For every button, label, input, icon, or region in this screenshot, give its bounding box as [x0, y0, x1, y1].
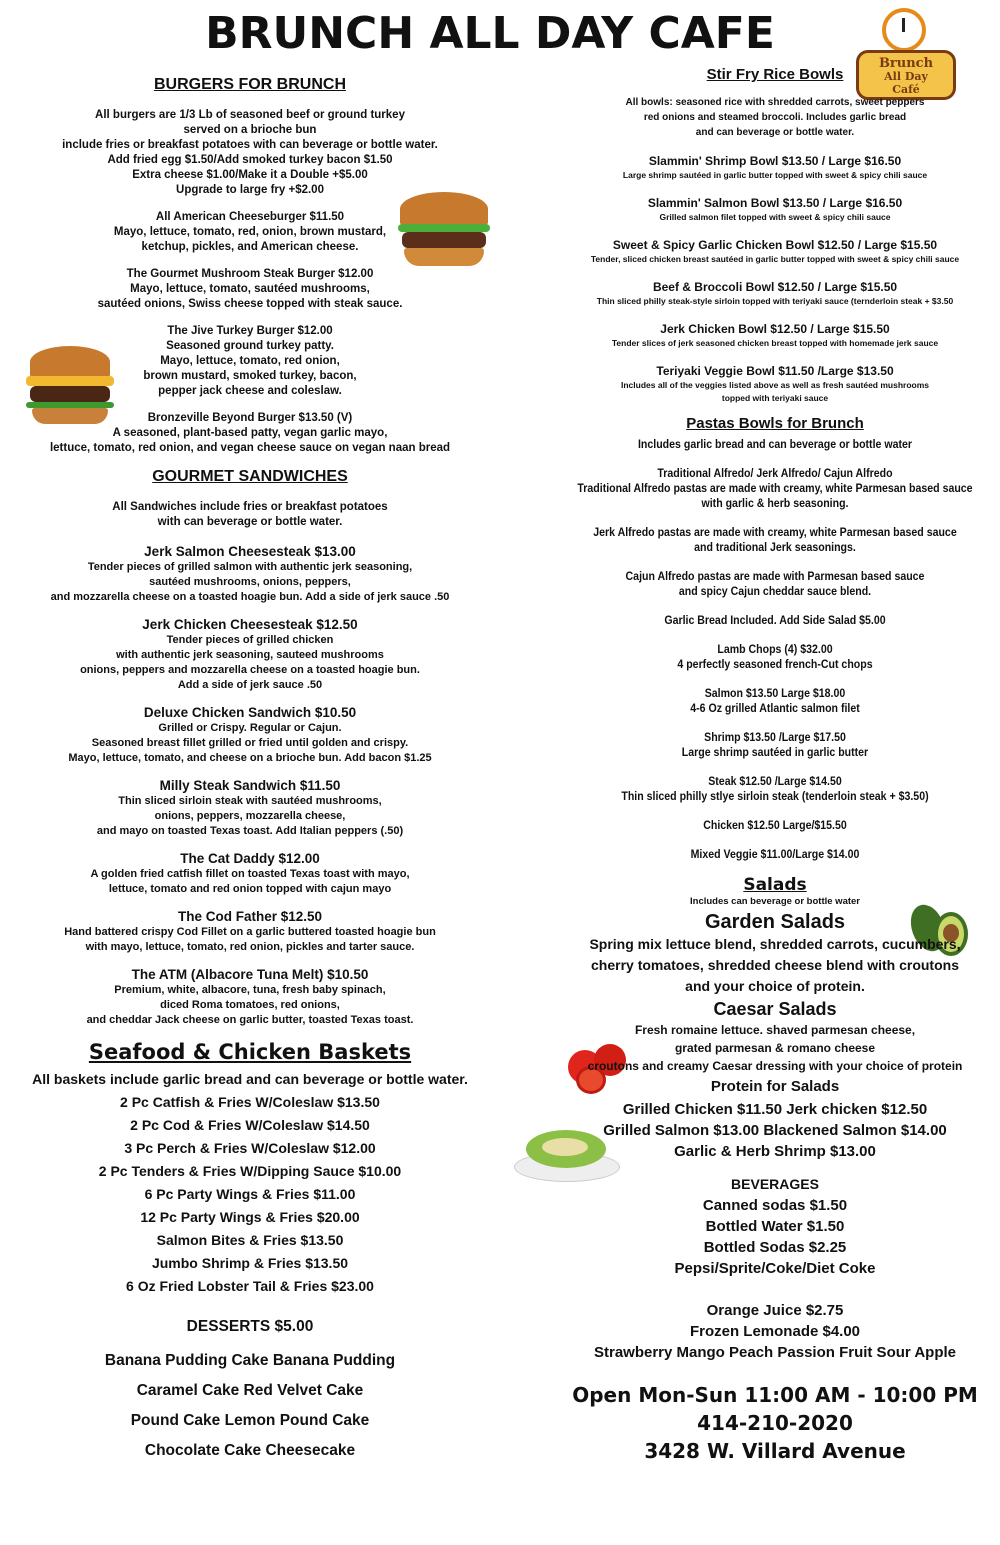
basket-list	[20, 1091, 480, 1298]
desserts-heading: DESSERTS $5.00	[186, 1318, 314, 1335]
beverage-list	[560, 1195, 990, 1363]
logo-line2: All Day	[884, 70, 928, 83]
right-column	[560, 66, 990, 1465]
sandwich-list	[20, 544, 480, 1028]
pasta-item: Mixed Veggie $11.00/Large $14.00	[690, 849, 860, 861]
bowl-desc: Tender, sliced chicken breast sautéed in garlic butter topped with sweet & spicy chili sauce	[590, 254, 960, 264]
bowl-name: Jerk Chicken Bowl $12.50 / Large $15.50	[660, 322, 890, 336]
sandwich-name: The ATM (Albacore Tuna Melt) $10.50	[131, 967, 369, 982]
dessert-item: Banana Pudding Cake Banana Pudding	[104, 1352, 396, 1369]
dessert-item: Caramel Cake Red Velvet Cake	[136, 1382, 364, 1399]
basket-item: 12 Pc Party Wings & Fries $20.00	[140, 1209, 360, 1225]
beverage-item: Pepsi/Sprite/Coke/Diet Coke	[674, 1260, 876, 1277]
garden-salads-desc: Spring mix lettuce blend, shredded carrots, cucumbers, cherry tomatoes, shredded cheese blend with croutons and your choice of protein.	[589, 936, 961, 994]
burger-item: All American Cheeseburger $11.50 Mayo, lettuce, tomato, red, onion, brown mustard, ketchup, pickles, and American cheese.	[113, 211, 387, 253]
sandwich-name: The Cat Daddy $12.00	[180, 851, 320, 866]
pasta-item: Chicken $12.50 Large/$15.50	[703, 820, 847, 832]
protein-title: Protein for Salads	[710, 1078, 840, 1095]
baskets-heading: Seafood & Chicken Baskets	[88, 1040, 412, 1064]
beverage-item: Bottled Sodas $2.25	[703, 1239, 847, 1256]
sandwich-name: Milly Steak Sandwich $11.50	[159, 778, 341, 793]
beverage-item	[560, 1279, 990, 1300]
beverages-heading: BEVERAGES	[731, 1176, 819, 1192]
sandwich-desc: Premium, white, albacore, tuna, fresh baby spinach, diced Roma tomatoes, red onions, and cheddar Jack cheese on garlic butter, toasted Texas toast.	[86, 984, 414, 1026]
basket-item: 3 Pc Perch & Fries W/Coleslaw $12.00	[124, 1140, 376, 1156]
pastas-heading: Pastas Bowls for Brunch	[686, 415, 864, 432]
sandwich-desc: Tender pieces of grilled chicken with authentic jerk seasoning, sauteed mushrooms onions, peppers and mozzarella cheese on a toasted hoagie bun. Add a side of jerk sauce .50	[80, 634, 420, 691]
basket-item: 6 Pc Party Wings & Fries $11.00	[144, 1186, 356, 1202]
bowl-desc: Grilled salmon filet topped with sweet & spicy chili sauce	[659, 212, 891, 222]
bowl-name: Beef & Broccoli Bowl $12.50 / Large $15.50	[652, 280, 898, 294]
protein-item: Grilled Chicken $11.50 Jerk chicken $12.50	[622, 1101, 928, 1118]
left-column	[20, 70, 480, 1466]
basket-item: 2 Pc Cod & Fries W/Coleslaw $14.50	[130, 1117, 370, 1133]
beverage-item: Canned sodas $1.50	[702, 1197, 848, 1214]
dessert-item: Pound Cake Lemon Pound Cake	[130, 1412, 370, 1429]
dessert-list	[20, 1346, 480, 1466]
phone-text: 414-210-2020	[697, 1411, 853, 1435]
pasta-item: Shrimp $13.50 /Large $17.50 Large shrimp sautéed in garlic butter	[681, 732, 869, 759]
basket-item: Salmon Bites & Fries $13.50	[156, 1232, 344, 1248]
caesar-salads-title: Caesar Salads	[713, 999, 837, 1019]
salads-intro: Includes can beverage or bottle water	[690, 896, 860, 907]
pasta-item: Steak $12.50 /Large $14.50 Thin sliced philly stlye sirloin steak (tenderloin steak + $3.50)	[621, 776, 929, 803]
bowl-desc: Large shrimp sautéed in garlic butter topped with sweet & spicy chili sauce	[622, 170, 928, 180]
logo-line1: Brunch	[878, 56, 934, 71]
sandwiches-heading: GOURMET SANDWICHES	[152, 468, 348, 485]
caesar-salads-desc: Fresh romaine lettuce. shaved parmesan cheese, grated parmesan & romano cheese croutons and creamy Caesar dressing with your choice of protein	[587, 1023, 963, 1073]
sandwich-desc: Thin sliced sirloin steak with sautéed mushrooms, onions, peppers, mozzarella cheese, and mayo on toasted Texas toast. Add Italian peppers (.50)	[96, 795, 404, 837]
page-title: BRUNCH ALL DAY CAFE	[205, 8, 775, 59]
basket-item: 2 Pc Catfish & Fries W/Coleslaw $13.50	[120, 1094, 380, 1110]
garden-salads-title: Garden Salads	[704, 911, 846, 933]
protein-item: Garlic & Herb Shrimp $13.00	[674, 1143, 876, 1160]
beverage-item: Frozen Lemonade $4.00	[689, 1323, 861, 1340]
pasta-item: Traditional Alfredo/ Jerk Alfredo/ Cajun Alfredo Traditional Alfredo pastas are made with creamy, white Parmesan based sauce with garlic & herb seasoning.	[577, 468, 973, 510]
baskets-intro: All baskets include garlic bread and can beverage or bottle water.	[32, 1071, 468, 1087]
basket-item: 6 Oz Fried Lobster Tail & Fries $23.00	[126, 1278, 374, 1294]
pasta-item: Jerk Alfredo pastas are made with creamy, white Parmesan based sauce and traditional Jerk seasonings.	[593, 527, 957, 554]
beverage-item: Orange Juice $2.75	[706, 1302, 844, 1319]
bowl-name: Sweet & Spicy Garlic Chicken Bowl $12.50 / Large $15.50	[612, 238, 938, 252]
burgers-intro: All burgers are 1/3 Lb of seasoned beef or ground turkey served on a brioche bun include fries or breakfast potatoes with can beverage or bottle water. Add fried egg $1.50/Add smoked turkey bacon $1.50 Extra cheese $1.00/Make it a Double +$5.00 Upgrade to large fry +$2.00	[62, 109, 438, 196]
basket-item: Jumbo Shrimp & Fries $13.50	[151, 1255, 349, 1271]
sandwich-name: Jerk Chicken Cheesesteak $12.50	[142, 617, 358, 632]
bowl-desc: Includes all of the veggies listed above as well as fresh sautéed mushrooms topped with teriyaki sauce	[621, 380, 929, 403]
beverage-item: Bottled Water $1.50	[705, 1218, 845, 1235]
sandwich-desc: Grilled or Crispy. Regular or Cajun. Seasoned breast fillet grilled or fried until golden and crispy. Mayo, lettuce, tomato, and cheese on a brioche bun. Add bacon $1.25	[68, 722, 432, 764]
bowls-heading: Stir Fry Rice Bowls	[706, 66, 844, 83]
salads-heading: Salads	[743, 875, 807, 895]
bowl-list	[560, 154, 990, 405]
sandwiches-intro: All Sandwiches include fries or breakfast potatoes with can beverage or bottle water.	[112, 501, 388, 528]
basket-item: 2 Pc Tenders & Fries W/Dipping Sauce $10.00	[98, 1163, 402, 1179]
pasta-item: Includes garlic bread and can beverage or bottle water	[637, 439, 912, 451]
address-text: 3428 W. Villard Avenue	[644, 1439, 906, 1463]
pasta-item: Cajun Alfredo pastas are made with Parmesan based sauce and spicy Cajun cheddar sauce blend.	[625, 571, 925, 598]
pasta-item: Lamb Chops (4) $32.00 4 perfectly seasoned french-Cut chops	[677, 644, 873, 671]
protein-list	[560, 1099, 990, 1162]
burger-item: The Jive Turkey Burger $12.00 Seasoned ground turkey patty. Mayo, lettuce, tomato, red onion, brown mustard, smoked turkey, bacon, pepper jack cheese and coleslaw.	[143, 325, 357, 397]
protein-item: Grilled Salmon $13.00 Blackened Salmon $14.00	[603, 1122, 947, 1139]
sandwich-name: Deluxe Chicken Sandwich $10.50	[143, 705, 357, 720]
sandwich-desc: Tender pieces of grilled salmon with authentic jerk seasoning, sautéed mushrooms, onions, peppers, and mozzarella cheese on a toasted hoagie bun. Add a side of jerk sauce .50	[50, 561, 450, 603]
hours-text: Open Mon-Sun 11:00 AM - 10:00 PM	[572, 1383, 978, 1407]
bowls-intro: All bowls: seasoned rice with shredded carrots, sweet peppers red onions and steamed broccoli. Includes garlic bread and can beverage or bottle water.	[625, 97, 925, 138]
logo-line3: Café	[892, 83, 920, 96]
pasta-item: Salmon $13.50 Large $18.00 4-6 Oz grilled Atlantic salmon filet	[690, 688, 860, 715]
pasta-item: Garlic Bread Included. Add Side Salad $5.00	[664, 615, 886, 627]
dessert-item: Chocolate Cake Cheesecake	[144, 1442, 356, 1459]
bowl-desc: Tender slices of jerk seasoned chicken breast topped with homemade jerk sauce	[611, 338, 939, 348]
sandwich-desc: Hand battered crispy Cod Fillet on a garlic buttered toasted hoagie bun with mayo, lettuce, tomato, red onion, pickles and tarter sauce.	[64, 926, 436, 953]
clock-icon	[882, 8, 926, 52]
sandwich-desc: A golden fried catfish fillet on toasted Texas toast with mayo, lettuce, tomato and red onion topped with cajun mayo	[90, 868, 410, 895]
burgers-heading: BURGERS FOR BRUNCH	[154, 76, 346, 93]
sandwich-name: Jerk Salmon Cheesesteak $13.00	[144, 544, 356, 559]
store-info	[560, 1381, 990, 1465]
bowl-name: Teriyaki Veggie Bowl $11.50 /Large $13.50	[656, 364, 894, 378]
bowl-desc: Thin sliced philly steak-style sirloin topped with teriyaki sauce (ternderloin steak + $3.50	[596, 296, 954, 306]
burger-item: The Gourmet Mushroom Steak Burger $12.00 Mayo, lettuce, tomato, sautéed mushrooms, sautéed onions, Swiss cheese topped with steak sauce.	[97, 268, 403, 310]
burger-item: Bronzeville Beyond Burger $13.50 (V) A seasoned, plant-based patty, vegan garlic mayo, lettuce, tomato, red onion, and vegan cheese sauce on vegan naan bread	[49, 412, 451, 454]
pasta-list	[560, 438, 990, 863]
beverage-item: Strawberry Mango Peach Passion Fruit Sour Apple	[593, 1344, 957, 1361]
sandwich-name: The Cod Father $12.50	[177, 909, 323, 924]
bowl-name: Slammin' Salmon Bowl $13.50 / Large $16.50	[647, 196, 903, 210]
bowl-name: Slammin' Shrimp Bowl $13.50 / Large $16.50	[648, 154, 902, 168]
